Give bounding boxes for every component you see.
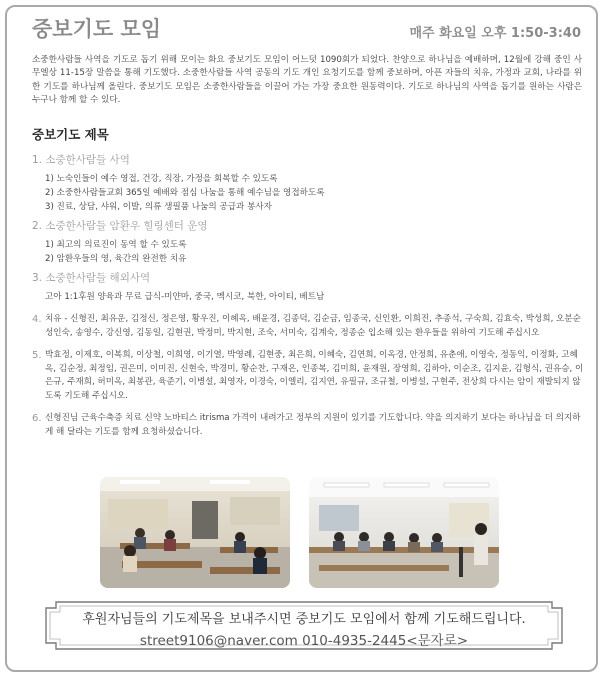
contact-info-text: street9106@naver.com 010-4935-2445<문자로> bbox=[139, 633, 469, 649]
page-title: 중보기도 모임 bbox=[32, 16, 162, 41]
section-item: 3) 진료, 상담, 샤워, 이발, 의류 생필품 나눔의 공급과 봉사자 bbox=[45, 202, 272, 212]
prayer-section bbox=[32, 152, 588, 214]
paragraph-text: 박효정, 이제호, 이복희, 이상철, 이희영, 이기열, 박영례, 김현중, 최은희, 이혜숙, 김연희, 이옥경, 안정희, 유춘애, 이영숙, 정동익, 이정화, 고혜옥, 김순정, 최정임, 권은미, 이미진, 신현숙, 박경미, 황순찬, 구재온, 인종복, 김미희, 윤재원, 장영희, 김하아, 이순조, 김지윤, 김형식, 권유승, 이은규, 주재희, 허미옥, 최봉관, 육준기, 이병설, 최영자, 이경숙, 이엘리, 김지연, 유필규, 조규철, 이병설, 구현주, 전상희 다시는 암이 재발되지 않도록 기도해 주십시오. bbox=[45, 350, 584, 401]
prayer-heading: 중보기도 제목 bbox=[32, 127, 109, 142]
paragraph-number: 4. bbox=[32, 314, 42, 325]
prayer-section bbox=[32, 270, 588, 304]
intro-paragraph: 소중한사람들 사역을 기도로 돕기 위해 모이는 화요 중보기도 모임이 어느덧 1090회가 되었다. 찬양으로 하나님을 예배하며, 12월에 강해 중인 사무엘상 11-15장 말씀을 통해 기도했다. 소중한사람들 사역 공동의 기도 개인 요청기도를 함께 중보하며, 아픈 자들의 치유, 가정과 교회, 나라를 위한 기도를 하나님께 올린다. 중보기도 모임은 소중한사람들을 이끌어 가는 가장 중요한 원동력이다. 기도로 하나님의 사역을 돕기를 원하는 사람은 누구나 함께 할 수 있다. bbox=[32, 55, 582, 105]
section-item: 1) 최고의 의료진이 동역 할 수 있도록 bbox=[45, 240, 187, 250]
section-item: 2) 소중한사람들교회 365일 예배와 점심 나눔을 통해 예수님을 영접하도록 bbox=[45, 188, 325, 198]
photo-illustration bbox=[100, 477, 290, 588]
prayer-meeting-photo-1 bbox=[100, 477, 290, 588]
prayer-meeting-photo-2 bbox=[309, 477, 499, 588]
section-title: 2. 소중한사람들 암환우 힐링센터 운영 bbox=[32, 220, 208, 232]
prayer-paragraph bbox=[32, 412, 588, 439]
section-item: 1) 노숙인들이 예수 영접, 건강, 직장, 가정을 회복할 수 있도록 bbox=[45, 174, 278, 184]
section-item: 2) 암환우들의 영, 육간의 완전한 치유 bbox=[45, 254, 187, 264]
section-title: 1. 소중한사람들 사역 bbox=[32, 154, 130, 166]
meeting-schedule: 매주 화요일 오후 1:50-3:40 bbox=[409, 26, 581, 41]
prayer-paragraph bbox=[32, 313, 588, 340]
contact-request-text: 후원자님들의 기도제목을 보내주시면 중보기도 모임에서 함께 기도해드립니다. bbox=[82, 612, 526, 627]
photo-illustration bbox=[309, 477, 499, 588]
section-item: 고아 1:1후원 양육과 무료 급식-미얀마, 중국, 멕시코, 북한, 아이티, 베트남 bbox=[45, 292, 325, 302]
prayer-section bbox=[32, 218, 588, 266]
paragraph-number: 6. bbox=[32, 413, 42, 424]
paragraph-number: 5. bbox=[32, 350, 42, 361]
prayer-paragraph bbox=[32, 349, 588, 403]
paragraph-text: 신형진님 근육수축증 치료 신약 노바티스 itrisma 가격이 내려가고 정부의 지원이 있기를 기도합니다. 약을 의지하기 보다는 하나님을 더 의지하게 해 달라는 기도를 함께 요청하셨습니다. bbox=[45, 413, 581, 437]
section-title: 3. 소중한사람들 해외사역 bbox=[32, 272, 151, 284]
paragraph-text: 치유 - 신형진, 최유운, 김정신, 정은영, 황우진, 이혜옥, 배윤경, 김종덕, 김순금, 임종국, 신인환, 이희진, 추종석, 구숙희, 김효숙, 박성희, 오분순 성인숙, 송영수, 강신영, 김동일, 김현권, 박정미, 박지현, 조숙, 서미숙, 김계숙, 정종순 입소해 있는 환우들을 위하여 기도해 주십시오 bbox=[45, 314, 581, 338]
contact-banner bbox=[42, 598, 566, 653]
prayer-list bbox=[32, 152, 588, 439]
